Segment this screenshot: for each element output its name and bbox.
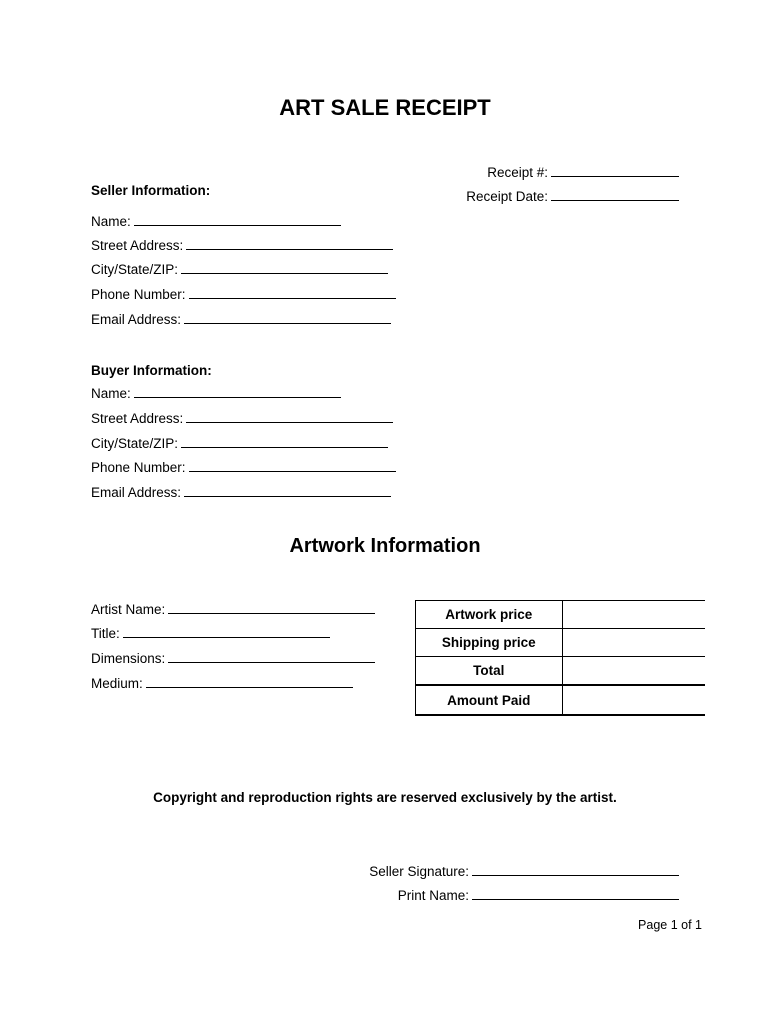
artist-name-line [168, 602, 375, 614]
buyer-heading: Buyer Information: [91, 363, 212, 378]
artist-name-label: Artist Name: [91, 602, 166, 617]
buyer-city-label: City/State/ZIP: [91, 436, 179, 451]
buyer-email-line [184, 485, 391, 497]
buyer-phone-field[interactable] [91, 460, 396, 475]
receipt-date-line [551, 189, 679, 201]
amount-paid-value[interactable] [562, 685, 705, 715]
print-name-label: Print Name: [397, 888, 469, 903]
total-label: Total [416, 657, 563, 686]
seller-heading: Seller Information: [91, 183, 211, 198]
seller-city-field[interactable] [91, 262, 388, 277]
medium-field[interactable] [91, 676, 353, 691]
seller-name-field[interactable] [91, 214, 341, 229]
buyer-email-label: Email Address: [91, 485, 182, 500]
receipt-date-label: Receipt Date: [466, 189, 548, 204]
receipt-date-field[interactable] [466, 189, 679, 204]
artwork-heading: Artwork Information [289, 535, 481, 557]
buyer-phone-line [189, 460, 396, 472]
price-table [415, 600, 705, 716]
copyright-notice: Copyright and reproduction rights are reserved exclusively by the artist. [153, 790, 617, 805]
print-name-field[interactable] [398, 888, 679, 903]
document-title: ART SALE RECEIPT [279, 95, 491, 120]
table-row [416, 685, 706, 715]
buyer-street-label: Street Address: [91, 411, 184, 426]
table-row [416, 629, 706, 657]
receipt-number-line [551, 165, 679, 177]
amount-paid-label: Amount Paid [416, 685, 563, 715]
seller-signature-field[interactable] [369, 864, 679, 879]
seller-street-field[interactable] [91, 238, 393, 253]
buyer-name-line [134, 386, 341, 398]
seller-city-line [181, 262, 388, 274]
receipt-number-field[interactable] [487, 165, 679, 180]
total-value[interactable] [562, 657, 705, 686]
artwork-title-label: Title: [91, 626, 120, 641]
seller-city-label: City/State/ZIP: [91, 262, 179, 277]
table-row [416, 657, 706, 686]
seller-phone-line [189, 287, 396, 299]
page-number: Page 1 of 1 [638, 918, 702, 932]
dimensions-field[interactable] [91, 651, 375, 666]
buyer-street-line [186, 411, 393, 423]
dimensions-line [168, 651, 375, 663]
artwork-price-label: Artwork price [416, 601, 563, 629]
buyer-city-line [181, 436, 388, 448]
artist-name-field[interactable] [91, 602, 375, 617]
seller-name-label: Name: [91, 214, 131, 229]
table-row [416, 601, 706, 629]
seller-signature-label: Seller Signature: [369, 864, 469, 879]
seller-name-line [134, 214, 341, 226]
seller-email-field[interactable] [91, 312, 391, 327]
artwork-title-line [123, 626, 330, 638]
receipt-number-label: Receipt #: [487, 165, 548, 180]
buyer-email-field[interactable] [91, 485, 391, 500]
print-name-line [472, 888, 679, 900]
seller-email-label: Email Address: [91, 312, 182, 327]
medium-line [146, 676, 353, 688]
medium-label: Medium: [91, 676, 143, 691]
seller-phone-field[interactable] [91, 287, 396, 302]
buyer-street-field[interactable] [91, 411, 393, 426]
shipping-price-label: Shipping price [416, 629, 563, 657]
seller-signature-line [472, 864, 679, 876]
buyer-city-field[interactable] [91, 436, 388, 451]
buyer-name-field[interactable] [91, 386, 341, 401]
buyer-name-label: Name: [91, 386, 131, 401]
seller-street-label: Street Address: [91, 238, 184, 253]
artwork-title-field[interactable] [91, 626, 330, 641]
seller-email-line [184, 312, 391, 324]
dimensions-label: Dimensions: [91, 651, 166, 666]
artwork-price-value[interactable] [562, 601, 705, 629]
seller-street-line [186, 238, 393, 250]
buyer-phone-label: Phone Number: [91, 460, 186, 475]
seller-phone-label: Phone Number: [91, 287, 186, 302]
shipping-price-value[interactable] [562, 629, 705, 657]
